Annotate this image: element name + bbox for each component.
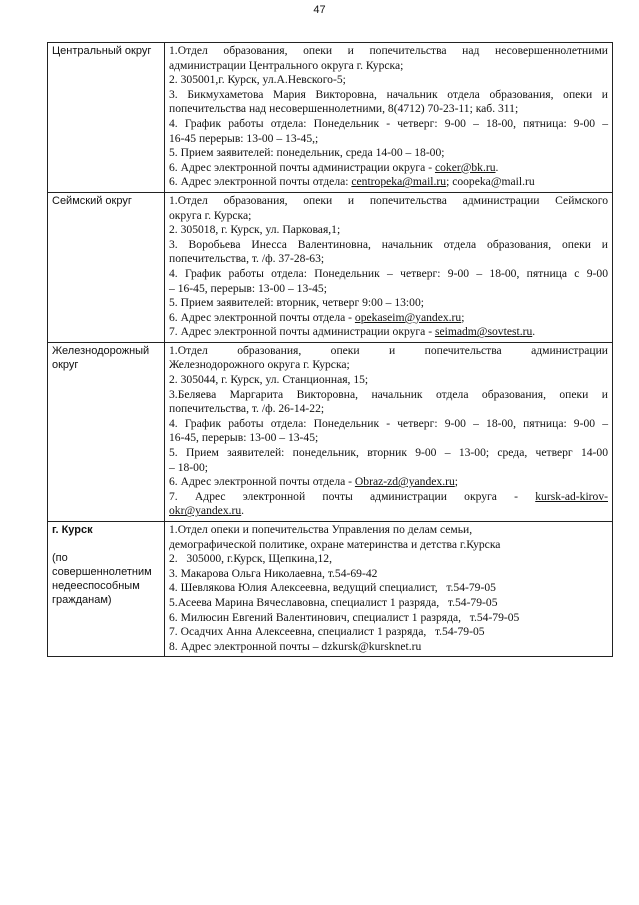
- text-line: 2. 305000, г.Курск, Щепкина,12,: [169, 552, 332, 566]
- email-link[interactable]: seimadm@sovtest.ru: [434, 325, 533, 339]
- text-line: попечительства над несовершеннолетними, 8(4712) 70-23-11; каб. 311;: [169, 102, 519, 116]
- text-line: 5. Прием заявителей: понедельник, вторник 9-00 – 13-00; среда, четверг 14-00: [169, 446, 608, 460]
- text-line: 4. График работы отдела: Понедельник - четверг: 9-00 – 18-00, пятница: 9-00 –: [169, 416, 608, 430]
- text-line: Железнодорожного округа г. Курска;: [169, 358, 350, 372]
- district-name: г. Курск: [52, 524, 93, 536]
- email-label: 6. Адрес электронной почты администрации округа -: [169, 160, 435, 174]
- text-line: – 16-45, перерыв: 13-00 – 13-45;: [169, 281, 327, 295]
- info-cell: [165, 192, 613, 342]
- email-tail: .: [241, 504, 245, 518]
- email-label: 6. Адрес электронной почты отдела:: [169, 175, 352, 189]
- email-line: [169, 640, 608, 655]
- text-line: округа г. Курска;: [169, 208, 252, 222]
- email-tail: .: [495, 160, 499, 174]
- text-line: 4. График работы отдела: Понедельник – четверг: 9-00 – 18-00, пятница с 9-00: [169, 266, 608, 280]
- text-line: 3. Макарова Ольга Николаевна, т.54-69-42: [169, 566, 378, 580]
- email-link[interactable]: Obraz-zd@yandex.ru: [354, 475, 455, 489]
- text-line: 3. Бикмухаметова Мария Викторовна, начальник отдела образования, опеки и: [169, 87, 608, 101]
- text-line: – 18-00;: [169, 460, 208, 474]
- text-line: 3. Воробьева Инесса Валентиновна, начальник отдела образования, опеки и: [169, 237, 608, 251]
- email-line: [169, 175, 608, 190]
- table-row: [48, 522, 613, 657]
- email-link[interactable]: centropeka@mail.ru: [351, 175, 447, 189]
- text-line: попечительства, т. /ф. 26-14-22;: [169, 402, 325, 416]
- text-line: 7. Осадчих Анна Алексеевна, специалист 1 разряда, т.54-79-05: [169, 625, 485, 639]
- text-line: 2. 305044, г. Курск, ул. Станционная, 15;: [169, 373, 369, 387]
- text-line: 1.Отдел опеки и попечительства Управления по делам семьи,: [169, 523, 473, 536]
- text-line: 5.Асеева Марина Вячеславовна, специалист 1 разряда, т.54-79-05: [169, 595, 498, 609]
- text-line: 5. Прием заявителей: вторник, четверг 9:00 – 13:00;: [169, 296, 424, 310]
- text-line: 1.Отдел образования, опеки и попечительства администрации Сеймского: [169, 193, 608, 207]
- table-row: [48, 342, 613, 521]
- email-link[interactable]: okr@yandex.ru: [169, 504, 242, 518]
- text-line: 2. 305018, г. Курск, ул. Парковая,1;: [169, 223, 341, 237]
- text-line: 16-45, перерыв: 13-00 – 13-45;: [169, 431, 319, 445]
- text-line: администрации Центрального округа г. Курска;: [169, 58, 404, 72]
- text-line: 16-45 перерыв: 13-00 – 13-45,;: [169, 131, 319, 145]
- text-line: 3.Беляева Маргарита Викторовна, начальник отдела образования, опеки и: [169, 387, 608, 401]
- text-line: демографической политике, охране материнства и детства г.Курска: [169, 537, 501, 551]
- district-name-line: Железнодорожный: [52, 344, 150, 357]
- text-line: 5. Прием заявителей: понедельник, среда 14-00 – 18-00;: [169, 146, 445, 160]
- email-link[interactable]: coker@bk.ru: [434, 160, 496, 174]
- table-row: [48, 192, 613, 342]
- email-line: [169, 161, 608, 176]
- email-link[interactable]: opekaseim@yandex.ru: [354, 310, 462, 324]
- text-line: 6. Милюсин Евгений Валентинович, специалист 1 разряда, т.54-79-05: [169, 610, 520, 624]
- district-cell: Сеймский округ: [48, 192, 165, 342]
- email-line: [169, 325, 608, 340]
- contacts-table: [47, 42, 613, 657]
- email-line: [169, 490, 608, 505]
- email-label: 6. Адрес электронной почты отдела -: [169, 475, 355, 489]
- info-cell: [165, 342, 613, 521]
- text-line: 1.Отдел образования, опеки и попечительства над несовершеннолетними: [169, 44, 608, 57]
- email-link[interactable]: dzkursk@kursknet.ru: [321, 639, 422, 653]
- email-line: [169, 311, 608, 326]
- info-cell: [165, 522, 613, 657]
- district-name-line: округ: [52, 358, 79, 371]
- text-line: 1.Отдел образования, опеки и попечительства администрации: [169, 343, 608, 357]
- email-label: 8. Адрес электронной почты –: [169, 639, 322, 653]
- email-link[interactable]: kursk-ad-kirov-: [535, 489, 608, 503]
- text-line: попечительства, т. /ф. 37-28-63;: [169, 252, 325, 266]
- email-line: [169, 475, 608, 490]
- email-label: 7. Адрес электронной почты администрации округа -: [169, 325, 435, 339]
- email-label: 7. Адрес электронной почты администрации округа -: [169, 489, 536, 503]
- text-line: 2. 305001,г. Курск, ул.А.Невского-5;: [169, 73, 346, 87]
- district-cell: [48, 342, 165, 521]
- email-line: [169, 504, 608, 519]
- page-number: 47: [313, 4, 326, 16]
- email-tail: ;: [461, 310, 465, 324]
- text-line: 4. График работы отдела: Понедельник - четверг: 9-00 – 18-00, пятница: 9-00 –: [169, 116, 608, 130]
- info-cell: [165, 43, 613, 193]
- email-label: 6. Адрес электронной почты отдела -: [169, 310, 355, 324]
- email-tail: ; coopeka@mail.ru: [446, 175, 535, 189]
- text-line: 4. Шевлякова Юлия Алексеевна, ведущий специалист, т.54-79-05: [169, 581, 496, 595]
- district-subnote: (по совершеннолетним недееспособным гражданам): [52, 552, 152, 606]
- email-tail: .: [532, 325, 536, 339]
- district-cell: [48, 522, 165, 657]
- table-row: [48, 43, 613, 193]
- district-cell: Центральный округ: [48, 43, 165, 193]
- email-tail: ;: [454, 475, 458, 489]
